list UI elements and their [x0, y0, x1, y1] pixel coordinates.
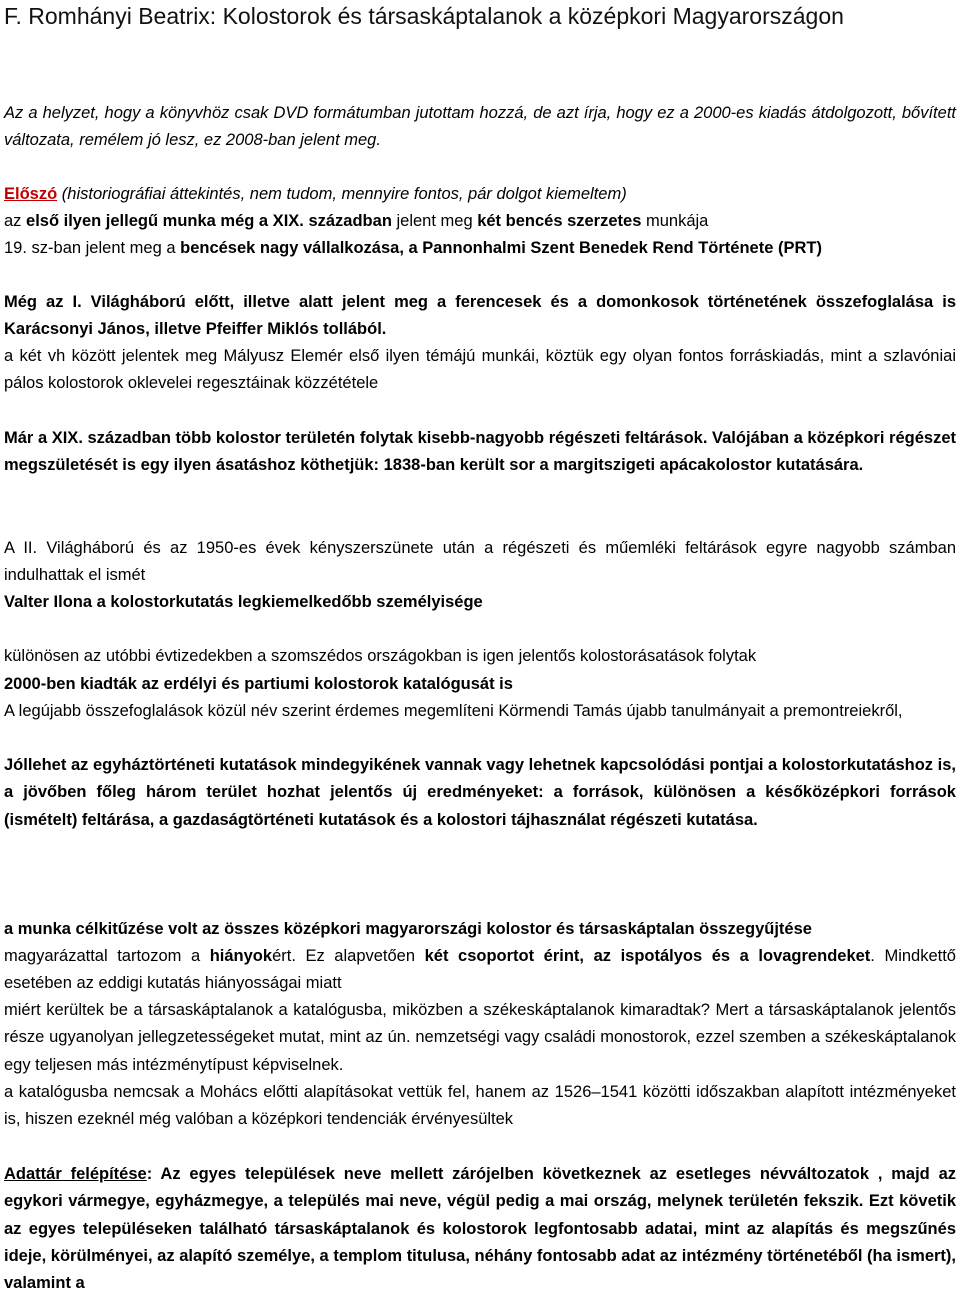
adattar-text: : Az egyes települések neve mellett zárójelben következnek az esetleges névváltozatok , majd az egykori vármegye, egyházmegye, a település mai neve, végül pedig a mai ország, melynek területén fekszik. Ezt követik az egyes településeken található társaskáptalanok és kolostorok legfontosabb adatai, mint az alapítás és megszűnés ideje, körülményei, az alapító személye, a templom titulusa, néhány fontosabb adat az intézmény történetéből (ha ismert), valamint a	[4, 1165, 956, 1293]
eloszo-l1a: az	[4, 212, 27, 231]
eloszo-heading: Előszó	[4, 185, 58, 203]
goal-b3: ért. Ez alapvetően	[272, 947, 425, 965]
eloszo-l1d: két bencés szerzetes	[477, 212, 642, 231]
eloszo-l1c: jelent meg	[391, 212, 478, 231]
ww1-paragraph: Még az I. Világháború előtt, illetve alatt jelent meg a ferencesek és a domonkosok történetének összefoglalása is Karácsonyi János, illetve Pfeiffer Miklós tollából.	[4, 293, 956, 339]
xix-paragraph: Már a XIX. században több kolostor területén folytak kisebb-nagyobb régészeti feltárások. Valójában a középkori régészet megszületését is egy ilyen ásatáshoz köthetjük: 1838-ban került sor a margitszigeti apácakolostor kutatására.	[4, 429, 956, 475]
page-title: F. Romhányi Beatrix: Kolostorok és társaskáptalanok a középkori Magyarországon	[4, 3, 844, 29]
malyusz-paragraph: a két vh között jelentek meg Mályusz Elemér első ilyen témájú munkái, köztük egy olyan fontos forráskiadás, mint a szlavóniai pálos kolostorok oklevelei regesztáinak közzététele	[4, 347, 956, 393]
valter-paragraph: Valter Ilona a kolostorkutatás legkiemelkedőbb személyisége	[4, 593, 483, 611]
goal-paragraph-d: a katalógusba nemcsak a Mohács előtti alapításokat vettük fel, hanem az 1526–1541 közötti időszakban alapított intézményeket is, hiszen ezeknél még valóban a középkori tendenciák érvényesültek	[4, 1083, 956, 1129]
goal-b2: hiányok	[209, 947, 273, 965]
eloszo-paragraph	[4, 181, 956, 236]
goal-b4: két csoportot érint, az ispotályos és a lovagrendeket	[424, 947, 871, 965]
recent-paragraph-a: különösen az utóbbi évtizedekben a szomszédos országokban is igen jelentős kolostorásatások folytak	[4, 647, 757, 665]
goal-paragraph-b	[4, 943, 956, 998]
goal-b1: magyarázattal tartozom a	[4, 947, 210, 965]
goal-b5: . Mindkettő esetében az eddigi kutatás hiányosságai miatt	[4, 947, 956, 993]
eloszo-l1b: első ilyen jellegű munka még a XIX. században	[26, 212, 392, 231]
eloszo-l1e: munkája	[641, 212, 709, 231]
adattar-paragraph	[4, 1161, 956, 1297]
eloszo-line-1	[4, 208, 956, 235]
adattar-heading: Adattár felépítése	[4, 1165, 147, 1183]
eloszo-note: (historiográfiai áttekintés, nem tudom, mennyire fontos, pár dolgot kiemeltem)	[57, 185, 627, 203]
goal-paragraph-a: a munka célkitűzése volt az összes középkori magyarországi kolostor és társaskáptalan összegyűjtése	[4, 920, 812, 938]
eloszo-l2a: 19. sz-ban jelent meg a	[4, 239, 181, 257]
ww2-paragraph: A II. Világháború és az 1950-es évek kényszerszünete után a régészeti és műemléki feltárások egyre nagyobb számban indulhattak el ismét	[4, 539, 956, 585]
goal-paragraph-c: miért kerültek be a társaskáptalanok a katalógusba, miközben a székeskáptalanok kimaradtak? Mert a társaskáptalanok jelentős része ugyanolyan jellegzetességeket mutat, mint az ún. nemzetségi vagy családi monostorok, ezzel szemben a székeskáptalanok egy teljesen más intézménytípust képviselnek.	[4, 1001, 956, 1074]
pannonhalma-paragraph	[4, 235, 956, 262]
eloszo-l2b: bencések nagy vállalkozása, a Pannonhalmi Szent Benedek Rend Története (PRT)	[180, 239, 822, 257]
recent-paragraph-d: Jóllehet az egyháztörténeti kutatások mindegyikének vannak vagy lehetnek kapcsolódási pontjai a kolostorkutatáshoz is, a jövőben főleg három terület hozhat jelentős új eredményeket: a források, különösen a későközépkori források (ismételt) feltárása, a gazdaságtörténeti kutatások és a kolostori tájhasználat régészeti kutatása.	[4, 756, 956, 829]
recent-paragraph-b: 2000-ben kiadták az erdélyi és partiumi kolostorok katalógusát is	[4, 675, 513, 693]
recent-paragraph-c: A legújabb összefoglalások közül név szerint érdemes megemlíteni Körmendi Tamás újabb tanulmányait a premontreiekről,	[4, 702, 903, 720]
intro-paragraph: Az a helyzet, hogy a könyvhöz csak DVD formátumban jutottam hozzá, de azt írja, hogy ez a 2000-es kiadás átdolgozott, bővített változata, remélem jó lesz, ez 2008-ban jelent meg.	[4, 104, 956, 150]
